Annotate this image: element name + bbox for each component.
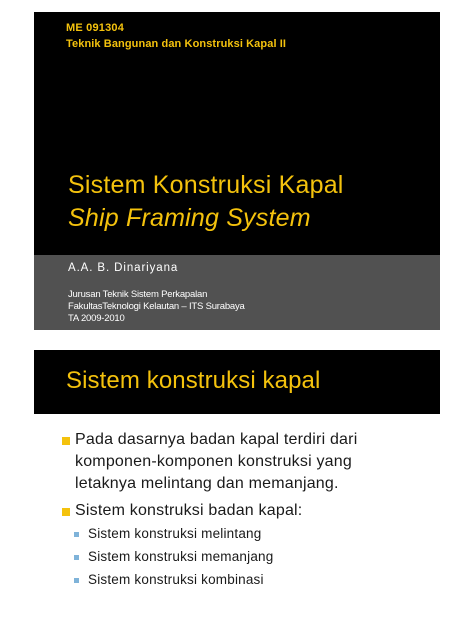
section-title: Sistem konstruksi kapal bbox=[66, 367, 321, 394]
bullet-text-line: letaknya melintang dan memanjang. bbox=[75, 475, 339, 492]
slide-subtitle: Ship Framing System bbox=[68, 204, 311, 232]
title-slide bbox=[34, 12, 440, 330]
slide-title: Sistem Konstruksi Kapal bbox=[68, 171, 344, 199]
sub-bullet-square-icon bbox=[74, 578, 79, 583]
sub-bullet-square-icon bbox=[74, 555, 79, 560]
sub-bullet-square-icon bbox=[74, 532, 79, 537]
bullet-text-line: Pada dasarnya badan kapal terdiri dari bbox=[75, 431, 358, 448]
bullet-square-icon bbox=[62, 437, 70, 445]
section-header bbox=[34, 350, 440, 414]
affiliation-line: Jurusan Teknik Sistem Perkapalan bbox=[68, 289, 208, 300]
bullet-text-line: Sistem konstruksi badan kapal: bbox=[75, 502, 303, 519]
course-code: ME 091304 bbox=[66, 22, 125, 34]
author-band bbox=[34, 255, 440, 330]
bullet-text-line: komponen-komponen konstruksi yang bbox=[75, 453, 352, 470]
author-name: A.A. B. Dinariyana bbox=[68, 262, 179, 274]
course-name: Teknik Bangunan dan Konstruksi Kapal II bbox=[66, 38, 287, 50]
bullet-square-icon bbox=[62, 508, 70, 516]
sub-bullet-text: Sistem konstruksi memanjang bbox=[88, 549, 274, 564]
sub-bullet-text: Sistem konstruksi melintang bbox=[88, 526, 262, 541]
affiliation-line: TA 2009-2010 bbox=[68, 313, 125, 324]
affiliation-line: FakultasTeknologi Kelautan – ITS Surabaya bbox=[68, 301, 245, 312]
sub-bullet-text: Sistem konstruksi kombinasi bbox=[88, 572, 264, 587]
